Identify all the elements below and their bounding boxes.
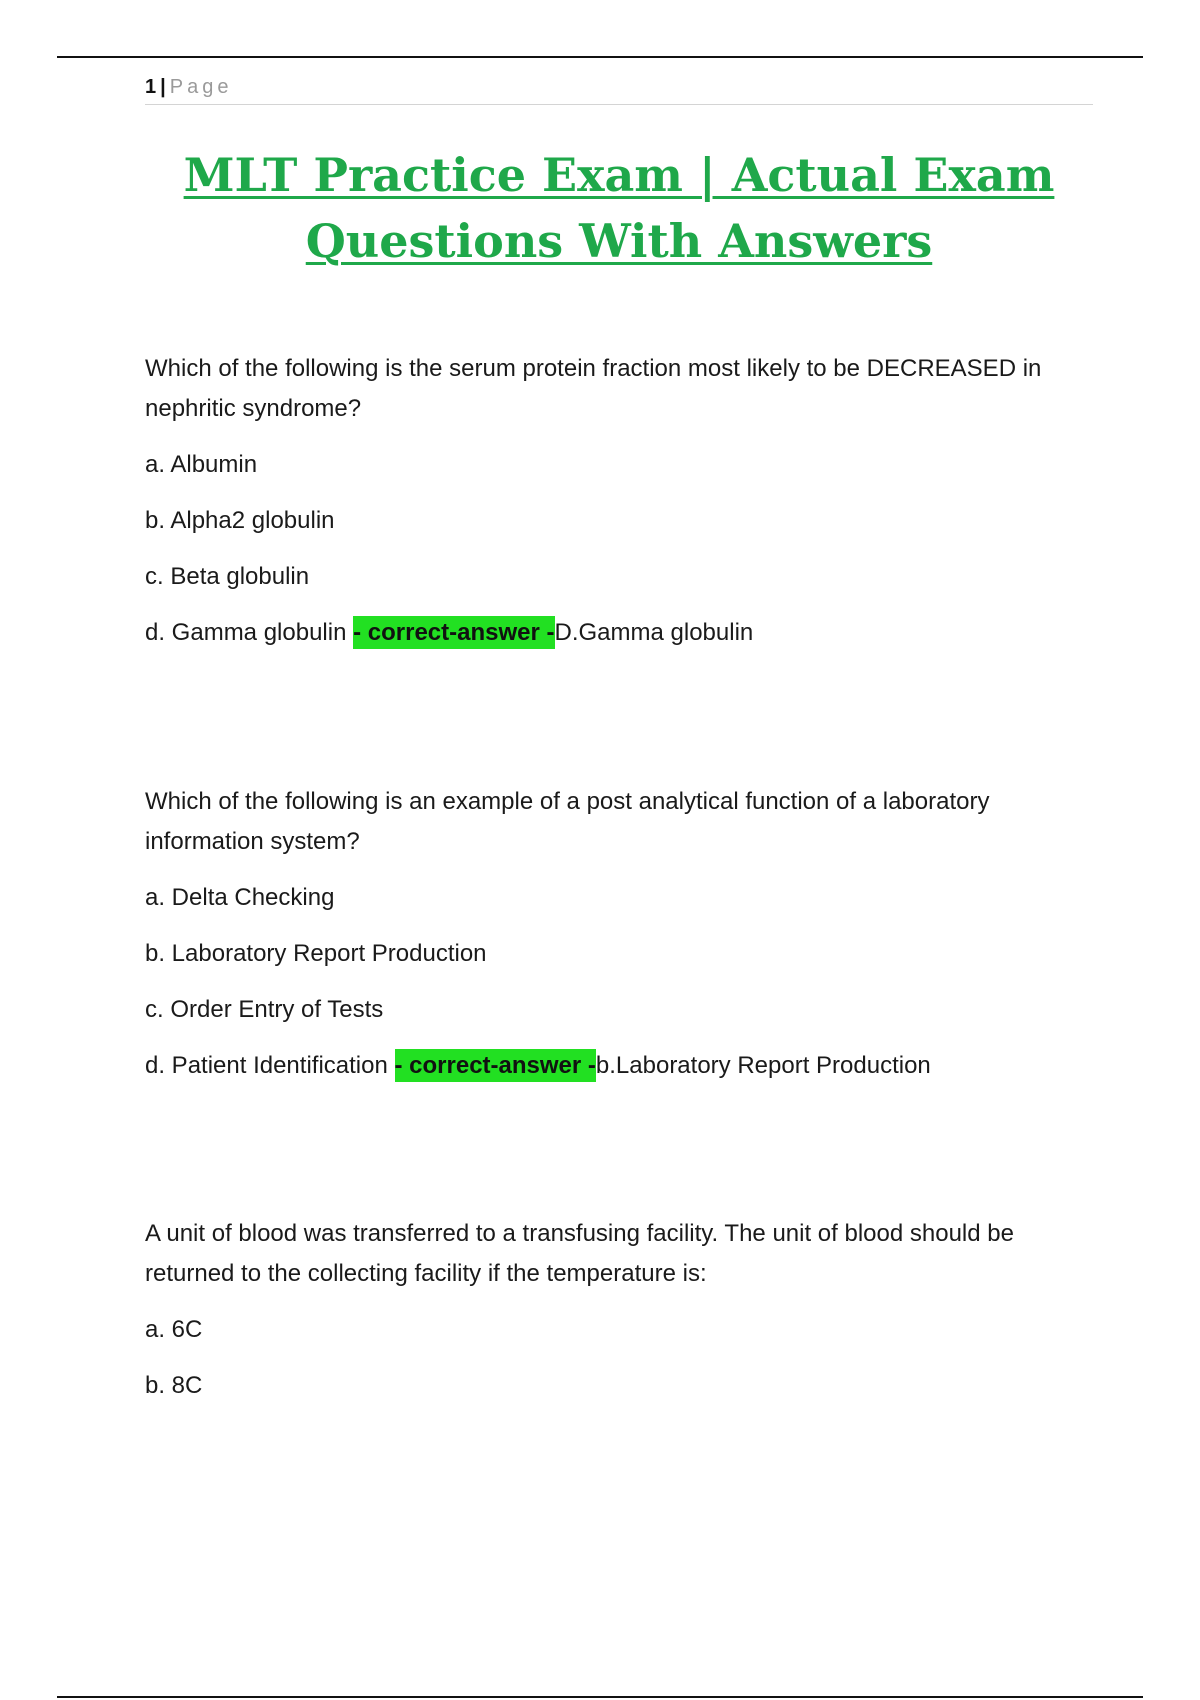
top-rule (57, 56, 1143, 58)
answer-text: D.Gamma globulin (554, 619, 754, 646)
page-label: Page (169, 76, 233, 98)
option-a: a. Albumin (145, 451, 258, 478)
page-number: 1 (145, 76, 157, 98)
question-stem: Which of the following is an example of a post analytical function of a laboratory information system? (145, 788, 990, 855)
option-a: a. Delta Checking (145, 884, 335, 911)
option-c: c. Beta globulin (145, 563, 310, 590)
option-d-with-answer (145, 613, 1095, 653)
bottom-rule (57, 1696, 1143, 1698)
title-line-1: MLT Practice Exam | Actual Exam (183, 148, 1055, 202)
question-3 (145, 1214, 1095, 1406)
page-header (145, 74, 1093, 105)
question-2 (145, 782, 1095, 1086)
correct-answer-highlight: - correct-answer - (353, 616, 554, 649)
page-separator: | (160, 76, 166, 98)
document-title (145, 142, 1093, 274)
question-1 (145, 349, 1095, 653)
option-c: c. Order Entry of Tests (145, 996, 384, 1023)
option-a: a. 6C (145, 1316, 203, 1343)
title-line-2: Questions With Answers (305, 214, 933, 268)
question-stem: Which of the following is the serum protein fraction most likely to be DECREASED in nephritic syndrome? (145, 355, 1042, 422)
question-stem: A unit of blood was transferred to a transfusing facility. The unit of blood should be returned to the collecting facility if the temperature is: (145, 1220, 1014, 1287)
option-b: b. Alpha2 globulin (145, 507, 335, 534)
answer-text: b.Laboratory Report Production (595, 1052, 931, 1079)
correct-answer-highlight: - correct-answer - (395, 1049, 596, 1082)
option-list (145, 445, 1095, 653)
option-d-text: d. Patient Identification (145, 1052, 395, 1079)
option-list (145, 878, 1095, 1086)
option-b: b. 8C (145, 1372, 203, 1399)
option-d-with-answer (145, 1046, 1095, 1086)
option-list (145, 1310, 1095, 1406)
option-b: b. Laboratory Report Production (145, 940, 487, 967)
option-d-text: d. Gamma globulin (145, 619, 354, 646)
